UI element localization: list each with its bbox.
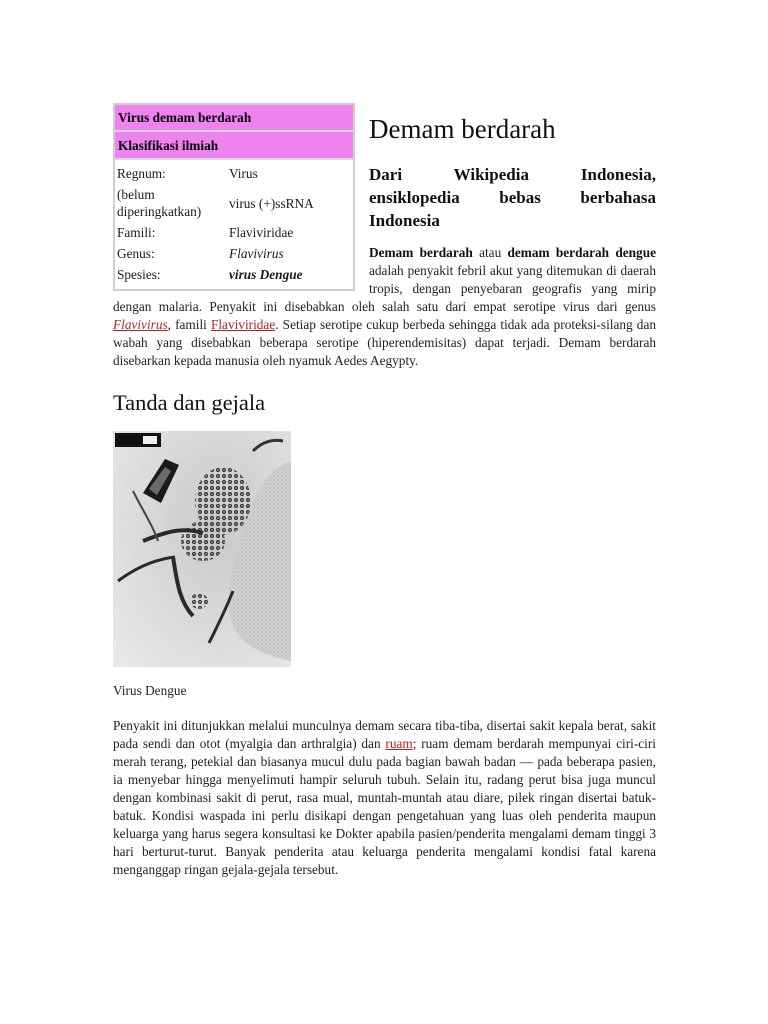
term-demam-berdarah: Demam berdarah — [369, 245, 473, 260]
taxobox-section-header: Klasifikasi ilmiah — [115, 132, 353, 160]
taxobox-key: (belum diperingkatkan) — [117, 187, 202, 219]
taxobox-value: Flaviviridae — [229, 225, 294, 240]
flaviviridae-link[interactable]: Flaviviridae — [210, 317, 276, 332]
ruam-link[interactable]: ruam — [385, 736, 413, 751]
figure-caption: Virus Dengue — [113, 683, 187, 698]
intro-text: adalah penyakit febril akut yang ditemukan di daerah tropis, dengan penyebaran geografis yang mirip dengan malaria. Penyakit ini disebabkan oleh salah satu dari empat serotipe virus dari genus — [113, 263, 656, 314]
taxobox-key: Genus: — [117, 246, 155, 261]
taxobox — [113, 103, 355, 291]
taxobox-value: Flavivirus — [229, 246, 284, 261]
intro-text: atau — [472, 245, 508, 260]
dengue-virus-micrograph — [113, 431, 291, 667]
intro-text: , famili — [167, 317, 211, 332]
taxobox-row-genus — [117, 243, 351, 264]
taxobox-key: Spesies: — [117, 267, 161, 282]
taxobox-row-famili — [117, 222, 351, 243]
taxobox-key: Regnum: — [117, 166, 166, 181]
taxobox-row-regnum — [117, 163, 351, 184]
subtitle-line-1: Dari Wikipedia Indonesia, — [369, 165, 656, 184]
symptoms-text: Penyakit ini ditunjukkan melalui munculnya demam secara tiba-tiba, disertai sakit kepala berat, sakit pada sendi dan otot (myalgia dan arthralgia) dan — [113, 718, 656, 751]
taxobox-key: Famili: — [117, 225, 156, 240]
taxobox-title: Virus demam berdarah — [115, 105, 353, 132]
flavivirus-link[interactable]: Flavivirus — [113, 317, 168, 332]
subtitle-line-2: ensiklopedia bebas berbahasa Indonesia — [369, 188, 656, 230]
intro-text: . Setiap serotipe cukup berbeda sehingga tidak ada proteksi-silang dan wabah yang disebabkan beberapa serotipe (hiperendemisitas) dapat terjadi. Demam berdarah disebarkan kepada manusia oleh nyamuk Aedes Aegypty. — [113, 317, 656, 368]
article-page — [113, 103, 656, 879]
page-title: Demam berdarah — [369, 114, 556, 144]
taxobox-value: virus (+)ssRNA — [229, 195, 314, 211]
taxobox-value: Virus — [229, 166, 258, 181]
taxobox-row-unranked — [117, 184, 351, 222]
section-heading: Tanda dan gejala — [113, 390, 266, 415]
taxobox-value: virus Dengue — [229, 267, 303, 282]
symptoms-text: ; ruam demam berdarah mempunyai ciri-ciri merah terang, petekial dan biasanya mucul dulu pada bagian bawah badan — pada beberapa pasien, ia menyebar hingga menyelimuti hampir seluruh tubuh. Selain itu, radang perut bisa juga muncul dengan kombinasi sakit di perut, rasa mual, muntah-muntah atau diare, pilek ringan disertai batuk-batuk. Kondisi waspada ini perlu disikapi dengan pengetahuan yang luas oleh penderita maupun keluarga yang harus segera konsultasi ke Dokter apabila pasien/penderita mengalami demam tinggi 3 hari berturut-turut. Banyak penderita atau keluarga penderita mengalami kondisi fatal karena menganggap ringan gejala-gejala tersebut. — [113, 736, 656, 877]
taxobox-row-spesies — [117, 264, 351, 285]
symptoms-paragraph — [113, 717, 656, 879]
taxobox-table — [115, 160, 353, 289]
term-demam-berdarah-dengue: demam berdarah dengue — [507, 245, 656, 260]
